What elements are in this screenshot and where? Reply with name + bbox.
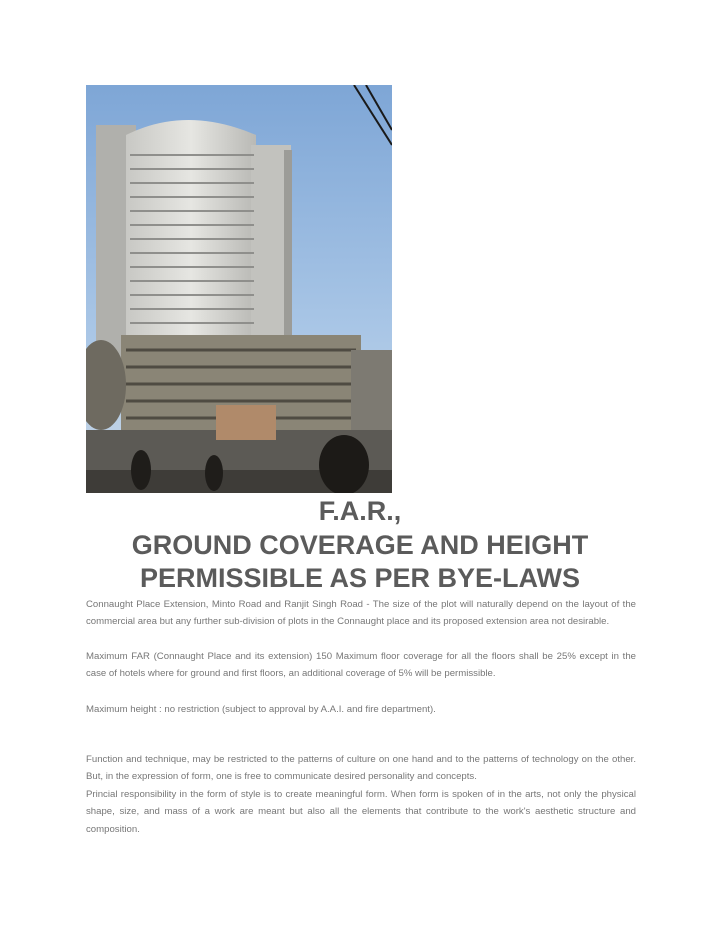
building-photo	[86, 85, 392, 493]
title-line-2: GROUND COVERAGE AND HEIGHT	[131, 530, 589, 560]
title-line-1: F.A.R.,	[318, 496, 402, 526]
paragraph-plot-size: Connaught Place Extension, Minto Road and Ranjit Singh Road - The size of the plot will naturally depend on the layout of the commercial area but any further sub-division of plots in the Connaught place and its proposed extension area not desirable.	[86, 599, 636, 628]
title-line-3: PERMISSIBLE AS PER BYE-LAWS	[139, 563, 581, 593]
paragraph-function-technique: Function and technique, may be restricted to the patterns of culture on one hand and to the patterns of technology on the other. But, in the expression of form, one is free to communicate desired personality and concepts.	[86, 754, 636, 783]
paragraph-form-style: Princial responsibility in the form of style is to create meaningful form. When form is spoken of in the arts, not only the physical shape, size, and mass of a work are meant but also all the elements that contribute to the work's aesthetic structure and composition.	[86, 789, 636, 835]
paragraph-max-height: Maximum height : no restriction (subject to approval by A.A.I. and fire department).	[86, 704, 436, 715]
paragraph-max-far: Maximum FAR (Connaught Place and its extension) 150 Maximum floor coverage for all the floors shall be 25% except in the case of hotels where for ground and first floors, an additional coverage of 5% will be permissible.	[86, 651, 636, 680]
